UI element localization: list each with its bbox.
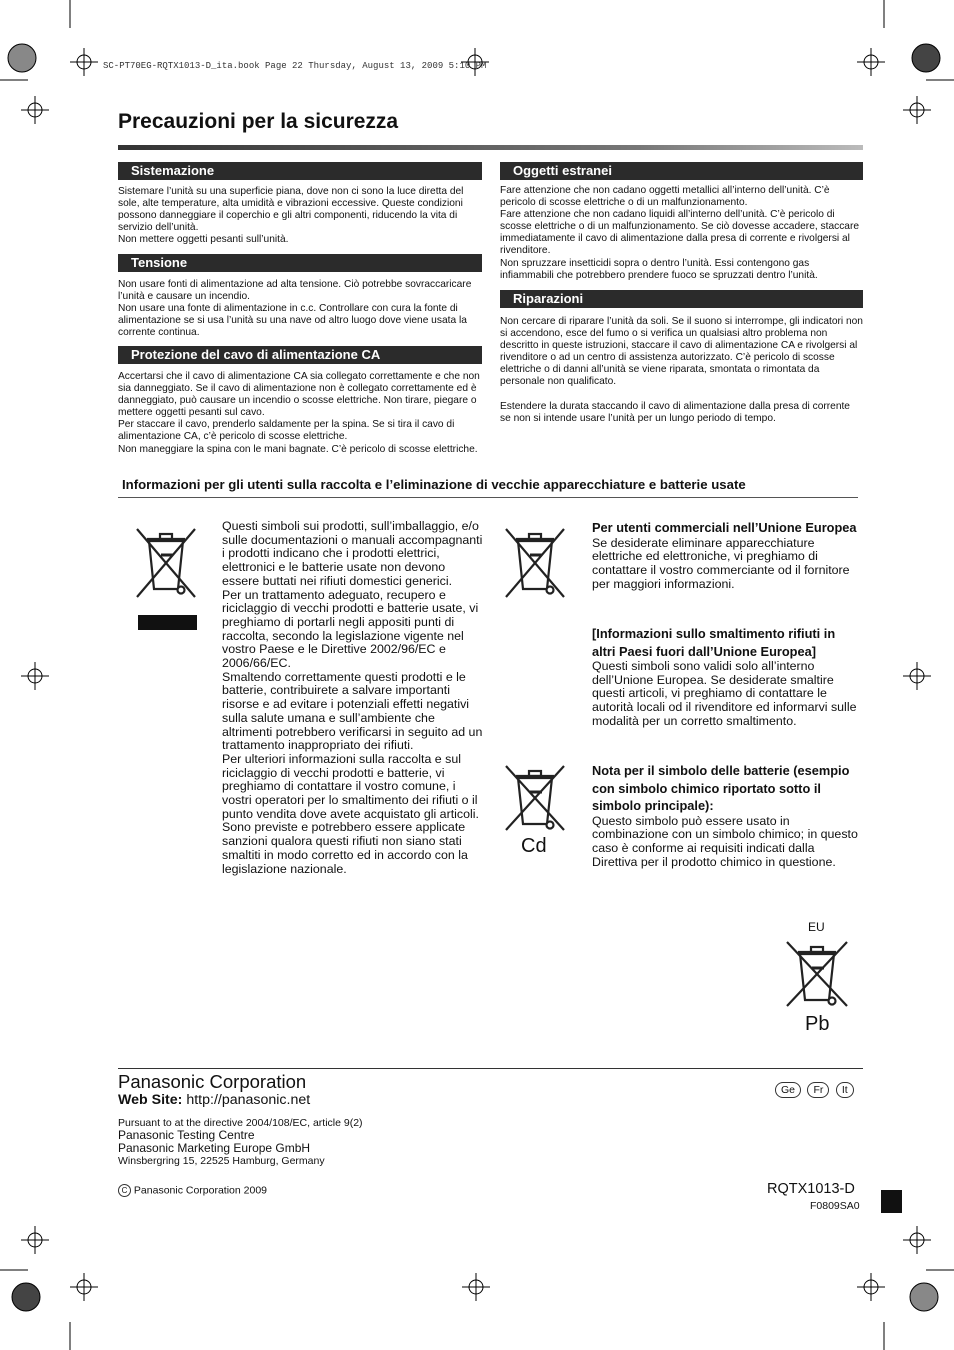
section-sistemazione (118, 162, 482, 246)
marketing-company: Panasonic Marketing Europe GmbH (118, 1141, 311, 1155)
section-text (118, 279, 482, 339)
paragraph: Smaltendo correttamente questi prodotti e le batterie, contribuirete a salvare importanti risorse e ad evitare i potenziali effetti negativi sulla salute umana e sull’ambiente che altrimenti potrebbero verificarsi in seguito ad un trattamento inappropriato dei rifiuti. (222, 669, 483, 753)
paragraph: Accertarsi che il cavo di alimentazione CA sia collegato correttamente e che non sia danneggiato. Se il cavo di alimentazione non è collegato correttamente ed è danneggiato, può causare un incendio o scosse elettriche. Non tirare, piegare o mettere oggetti pesanti sul cavo. (118, 371, 480, 419)
lang-ge: Ge (775, 1082, 801, 1098)
language-codes (773, 1080, 854, 1098)
section-heading: Sistemazione (118, 162, 482, 180)
outside-text: Questi simboli sono validi solo all’interno dell’Unione Europea. Se desiderate smaltire questi articoli, vi preghiamo di contattare le autorità locali od il rivenditore ed informarvi sulle modalità per un corretto smaltimento. (592, 659, 857, 728)
document-code: RQTX1013-D (767, 1181, 855, 1197)
paragraph: Non maneggiare la spina con le mani bagnate. C’è pericolo di scosse elettriche. (118, 443, 478, 455)
section-heading: Riparazioni (500, 290, 863, 308)
page-edge-tab (881, 1190, 902, 1213)
section-riparazioni (500, 290, 863, 425)
website-url[interactable]: http://panasonic.net (186, 1092, 311, 1108)
disposal-heading: Informazioni per gli utenti sulla raccolta e l’eliminazione di vecchie apparecchiature e batterie usate (122, 477, 746, 492)
crossed-bin-icon (500, 527, 570, 607)
section-heading: Oggetti estranei (500, 162, 863, 180)
eu-label: EU (808, 920, 825, 934)
pb-label: Pb (805, 1013, 830, 1035)
section-text (500, 316, 863, 425)
outside-heading: [Informazioni sullo smaltimento rifiuti in altri Paesi fuori dall’Unione Europea] (592, 626, 836, 659)
section-heading: Protezione del cavo di alimentazione CA (118, 346, 482, 364)
paragraph: Non mettere oggetti pesanti sull’unità. (118, 234, 289, 246)
section-text (500, 185, 863, 282)
corporation-name: Panasonic Corporation (118, 1071, 307, 1092)
paragraph: Questi simboli sui prodotti, sull’imballaggio, e/o sulle documentazioni o manuali accompagnanti i prodotti indicano che i prodotti elettrici, elettronici e le batterie usate non devono essere buttati nei rifiuti domestici generici. (222, 519, 483, 588)
footer-rule (118, 1068, 863, 1069)
paragraph: Non spruzzare insetticidi sopra o dentro l’unità. Essi contengono gas infiammabili che potrebbero prendere fuoco se spruzzati dentro l’unità. (500, 257, 818, 281)
paragraph: Per un trattamento adeguato, recupero e riciclaggio di vecchi prodotti e batterie usate, vi preghiamo di portarli negli appositi punti di raccolta, secondo la legislazione vigente nel vostro Paese e le Direttive 2002/96/EC e 2006/66/EC. (222, 587, 479, 671)
lang-fr: Fr (807, 1082, 829, 1098)
battery-text: Questo simbolo può essere usato in combinazione con un simbolo chimico; in questo caso è conforme ai requisiti indicati dalla Direttiva per il prodotto chimico in questione. (592, 813, 858, 869)
crossed-bin-icon (781, 940, 853, 1012)
copyright-icon: C (118, 1184, 131, 1197)
section-tensione (118, 254, 482, 339)
battery-block (592, 762, 862, 869)
print-code: F0809SA0 (810, 1200, 860, 1212)
disposal-main-text (222, 520, 484, 876)
directive-text: Pursuant to at the directive 2004/108/EC, article 9(2) (118, 1117, 363, 1129)
copyright-text: Panasonic Corporation 2009 (133, 1184, 268, 1197)
section-oggetti (500, 162, 863, 282)
section-heading: Tensione (118, 254, 482, 272)
disposal-rule (118, 497, 858, 498)
testing-centre: Panasonic Testing Centre (118, 1128, 255, 1142)
website (118, 1092, 310, 1108)
page-title: Precauzioni per la sicurezza (118, 110, 399, 133)
paragraph: Fare attenzione che non cadano oggetti metallici all’interno dell’unità. C’è pericolo di scosse elettriche o di un malfunzionamento. (500, 185, 830, 209)
crossed-bin-icon (131, 527, 201, 607)
black-bar-symbol (138, 615, 197, 630)
section-cavo (118, 346, 482, 456)
paragraph: Non usare fonti di alimentazione ad alta tensione. Ciò potrebbe sovraccaricare l’unità e causare un incendio. (118, 279, 472, 303)
crossed-bin-icon (500, 764, 570, 836)
paragraph: Non cercare di riparare l’unità da soli. Se il suono si interrompe, gli indicatori non si accendono, esce del fumo o si verifica un qualsiasi altro problema non descritto in queste istruzioni, staccare il cavo di alimentazione CA e rivolgersi al rivenditore o ad un centro di assistenza autorizzato. C’è pericolo di scosse elettriche o di danni all’unità se viene riparata, smontata o rimontata da personale non qualificato. (500, 316, 863, 388)
cd-label: Cd (521, 835, 547, 857)
paragraph: Sistemare l’unità su una superficie piana, dove non ci sono la luce diretta del sole, alte temperature, alta umidità e vibrazioni eccessive. Queste condizioni possono danneggiare il coperchio e gli altri componenti, riducendo la vita di servizio dell’unità. (118, 186, 464, 234)
paragraph: Non usare una fonte di alimentazione in c.c. Controllare con cura la fonte di alimentazione se si usa l’unità su una nave od altro luogo dove viene usata la corrente continua. (118, 303, 467, 339)
paragraph: Fare attenzione che non cadano liquidi all’interno dell’unità. C’è pericolo di scosse elettriche o di un malfunzionamento. Se ciò dovesse accadere, staccare immediatamente il cavo di alimentazione dalla presa di corrente e rivolgersi al rivenditore. (500, 209, 860, 257)
section-text (118, 371, 482, 456)
paragraph: Estendere la durata staccando il cavo di alimentazione dalla presa di corrente se non si intende usare l’unità per un lungo periodo di tempo. (500, 400, 850, 424)
lang-it: It (836, 1082, 854, 1098)
battery-heading: Nota per il simbolo delle batterie (esempio con simbolo chimico riportato sotto il simbolo principale): (592, 763, 850, 813)
paragraph: Sono previste e potrebbero essere applicate sanzioni qualora questi rifiuti non siano stati smaltiti in modo corretto ed in accordo con la legislazione nazionale. (222, 820, 468, 876)
outside-eu-block (592, 625, 862, 729)
website-label: Web Site: (118, 1092, 183, 1108)
print-header: SC-PT70EG-RQTX1013-D_ita.book Page 22 Thursday, August 13, 2009 5:10 PM (103, 61, 487, 71)
commercial-text: Se desiderate eliminare apparecchiature elettriche ed elettroniche, vi preghiamo di contattare il vostro commerciante od il fornitore per maggiori informazioni. (592, 535, 850, 591)
title-rule (118, 145, 863, 150)
commercial-heading: Per utenti commerciali nell’Unione Europea (592, 520, 857, 535)
section-text (118, 186, 482, 246)
copyright (118, 1184, 267, 1197)
address: Winsbergring 15, 22525 Hamburg, Germany (118, 1155, 325, 1167)
commercial-block (592, 519, 862, 591)
paragraph: Per staccare il cavo, prenderlo saldamente per la spina. Se si tira il cavo di alimentazione CA, c’è pericolo di scosse elettriche. (118, 419, 455, 443)
paragraph: Per ulteriori informazioni sulla raccolta e sul riciclaggio di vecchi prodotti e batterie, vi preghiamo di contattare il vostro comune, i vostri operatori per lo smaltimento dei rifiuti o il punto vendita dove avete acquistato gli articoli. (222, 751, 479, 821)
